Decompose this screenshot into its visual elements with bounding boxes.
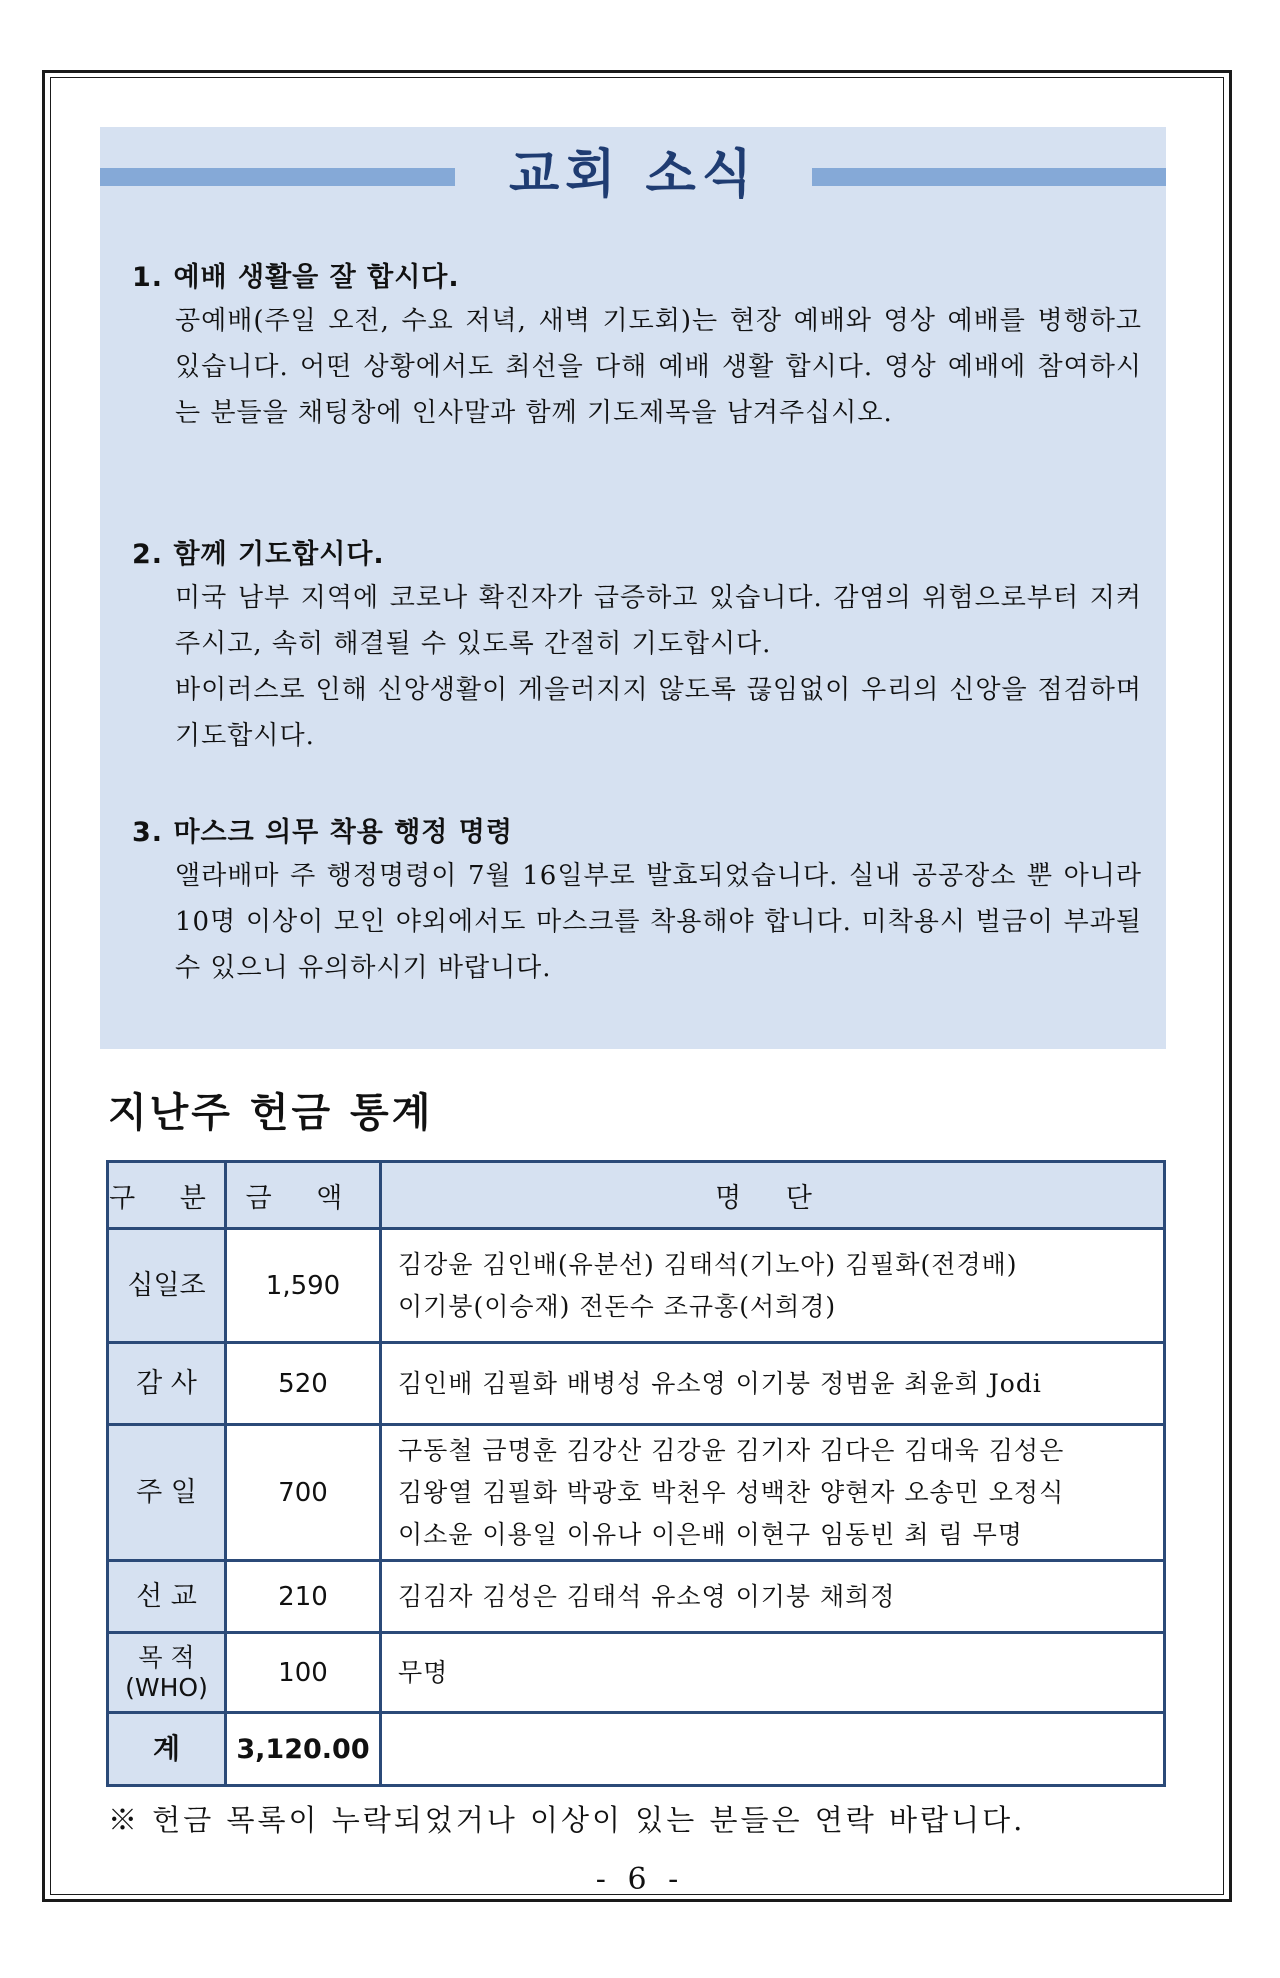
- row-names: 무명: [381, 1633, 1165, 1713]
- row-names: 김강윤 김인배(유분선) 김태석(기노아) 김필화(전경배) 이기붕(이승재) 전돈수 조규홍(서희경): [381, 1229, 1165, 1343]
- news-title: 교회 소식: [508, 145, 759, 205]
- title-bar-right: [812, 168, 1166, 186]
- table-row: [108, 1229, 1165, 1343]
- row-names: 김김자 김성은 김태석 유소영 이기붕 채희정: [381, 1561, 1165, 1633]
- offering-table: [106, 1160, 1166, 1787]
- header-amount: 금 액: [226, 1162, 381, 1229]
- news-section-1: [132, 258, 1142, 436]
- news-paragraph: 바이러스로 인해 신앙생활이 게을러지지 않도록 끊임없이 우리의 신앙을 점검하며 기도합시다.: [175, 675, 1142, 751]
- offering-note: ※ 헌금 목록이 누락되었거나 이상이 있는 분들은 연락 바랍니다.: [108, 1803, 1026, 1837]
- total-label: 계: [108, 1713, 226, 1786]
- page-number: - 6 -: [595, 1862, 685, 1897]
- table-row: [108, 1425, 1165, 1561]
- table-row: [108, 1633, 1165, 1713]
- news-section-heading: 1. 예배 생활을 잘 합시다.: [132, 262, 460, 293]
- news-section-2: [132, 535, 1142, 759]
- news-section-heading: 3. 마스크 의무 착용 행정 명령: [132, 817, 513, 848]
- row-category: 주 일: [108, 1425, 226, 1561]
- total-row: [108, 1713, 1165, 1786]
- header-category: 구 분: [108, 1162, 226, 1229]
- row-category: 선 교: [108, 1561, 226, 1633]
- offering-title: 지난주 헌금 통계: [108, 1090, 434, 1136]
- row-amount: 700: [226, 1425, 381, 1561]
- row-amount: 210: [226, 1561, 381, 1633]
- title-bar-left: [100, 168, 455, 186]
- news-paragraph: 미국 남부 지역에 코로나 확진자가 급증하고 있습니다. 감염의 위험으로부터 지켜주시고, 속히 해결될 수 있도록 간절히 기도합시다.: [175, 583, 1142, 659]
- row-amount: 520: [226, 1343, 381, 1425]
- news-section-heading: 2. 함께 기도합시다.: [132, 539, 385, 570]
- header-names: 명 단: [381, 1162, 1165, 1229]
- news-paragraph: 앨라배마 주 행정명령이 7월 16일부로 발효되었습니다. 실내 공공장소 뿐 아니라 10명 이상이 모인 야외에서도 마스크를 착용해야 합니다. 미착용시 벌금이 부과될 수 있으니 유의하시기 바랍니다.: [175, 861, 1142, 983]
- row-category: 십일조: [108, 1229, 226, 1343]
- table-row: [108, 1343, 1165, 1425]
- row-names: 구동철 금명훈 김강산 김강윤 김기자 김다은 김대욱 김성은 김왕열 김필화 박광호 박천우 성백찬 양현자 오송민 오정식 이소윤 이용일 이유나 이은배 이현구 임동빈 최 림 무명: [381, 1425, 1165, 1561]
- row-amount: 1,590: [226, 1229, 381, 1343]
- total-names-empty: [381, 1713, 1165, 1786]
- row-amount: 100: [226, 1633, 381, 1713]
- row-category: 목 적 (WHO): [108, 1633, 226, 1713]
- row-names: 김인배 김필화 배병성 유소영 이기붕 정범윤 최윤희 Jodi: [381, 1343, 1165, 1425]
- table-header-row: [108, 1162, 1165, 1229]
- row-category: 감 사: [108, 1343, 226, 1425]
- table-row: [108, 1561, 1165, 1633]
- total-amount: 3,120.00: [226, 1713, 381, 1786]
- news-section-3: [132, 813, 1142, 991]
- news-paragraph: 공예배(주일 오전, 수요 저녁, 새벽 기도회)는 현장 예배와 영상 예배를 병행하고 있습니다. 어떤 상황에서도 최선을 다해 예배 생활 합시다. 영상 예배에 참여하시는 분들을 채팅창에 인사말과 함께 기도제목을 남겨주십시오.: [175, 306, 1142, 428]
